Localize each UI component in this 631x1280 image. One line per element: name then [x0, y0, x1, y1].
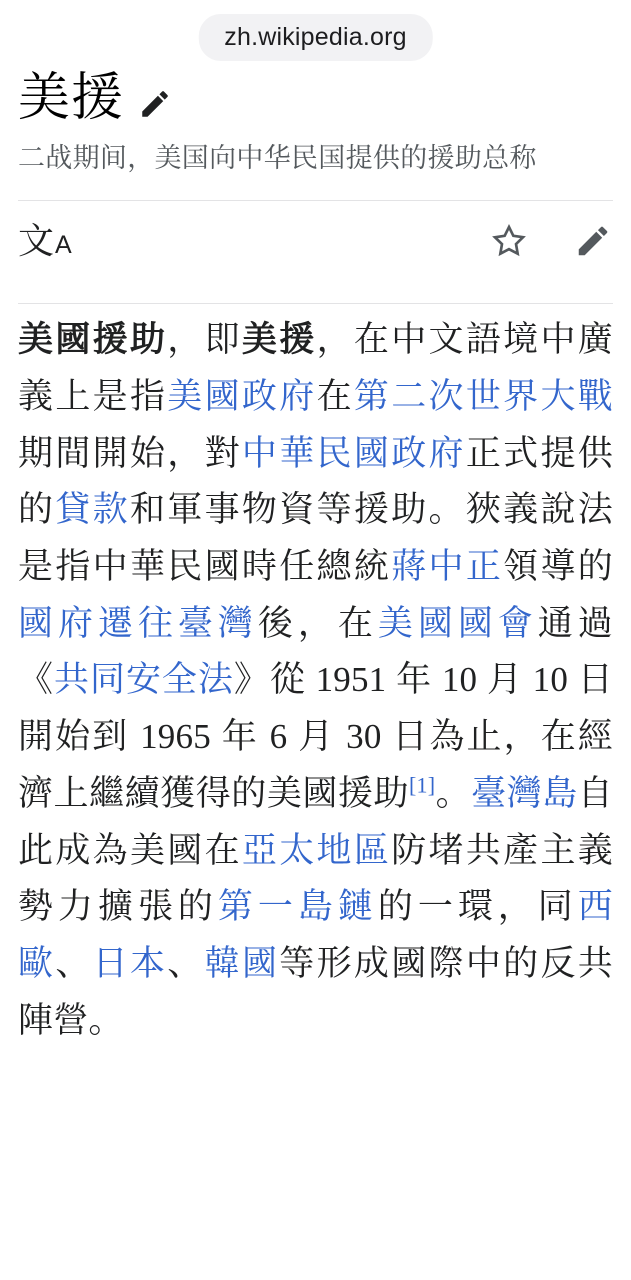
article-link[interactable]: 亞太地區 — [241, 830, 392, 870]
article-text: 、 — [55, 943, 93, 983]
article-text: 和軍事物資等援助。狹義說法是指中華民國時任總統 — [18, 490, 613, 587]
article-text: 、 — [167, 943, 205, 983]
article-text: 在 — [316, 377, 354, 417]
article-text: 領導的 — [503, 547, 613, 587]
article-bold-term: 美援 — [241, 320, 317, 360]
pencil-icon[interactable] — [573, 221, 613, 261]
article-text: 等形成國際中的反共陣營。 — [18, 943, 614, 1040]
article-link[interactable]: 西歐 — [18, 887, 613, 983]
article-bold-term: 美國援助 — [18, 320, 168, 360]
article-link[interactable]: 日本 — [92, 943, 168, 983]
article-text: 防堵共產主義勢力擴張的 — [18, 830, 613, 927]
article-link[interactable]: 共同安全法 — [53, 660, 234, 700]
action-bar-left — [18, 220, 72, 262]
article-link[interactable]: 貸款 — [55, 490, 130, 530]
article-text: 後，在 — [257, 603, 378, 643]
page-title: 美援 — [18, 70, 125, 127]
article-link[interactable]: 臺灣島 — [471, 773, 578, 813]
language-icon[interactable] — [18, 220, 72, 262]
article-text: 期間開始，對 — [18, 433, 242, 473]
article-link[interactable]: 美國政府 — [167, 377, 317, 417]
reference-marker[interactable]: [1] — [409, 772, 436, 798]
article-content — [0, 62, 631, 1084]
article-text: 》從 1951 年 10 月 10 日開始到 1965 年 6 月 30 日為止，在經濟上繼續獲得的美國援助 — [18, 660, 613, 813]
pencil-icon[interactable] — [138, 87, 172, 121]
title-row — [18, 70, 613, 127]
action-bar-right — [489, 221, 613, 261]
article-text: 自此成為美國在 — [18, 773, 613, 870]
url-bar[interactable]: zh.wikipedia.org — [198, 14, 432, 61]
article-link[interactable]: 蔣中正 — [391, 547, 504, 587]
divider-bottom — [18, 303, 613, 304]
article-text: 的一環，同 — [377, 887, 578, 927]
action-bar — [18, 201, 613, 281]
article-text: 。 — [435, 773, 472, 813]
article-text: ，即 — [167, 320, 242, 360]
article-link[interactable]: 第一島鏈 — [217, 887, 378, 927]
article-link[interactable]: 第二次世界大戰 — [353, 377, 613, 417]
article-text: 正式提供的 — [18, 433, 614, 530]
article-link[interactable]: 國府遷往臺灣 — [18, 603, 258, 643]
article-link[interactable]: 韓國 — [204, 943, 280, 983]
article-link[interactable]: 中華民國政府 — [241, 433, 466, 473]
star-outline-icon[interactable] — [489, 221, 529, 261]
language-icon-sub: A — [55, 231, 72, 260]
article-text: ，在中文語境中廣義上是指 — [18, 320, 613, 417]
language-icon-main: 文 — [18, 220, 55, 262]
page-subtitle: 二战期间，美国向中华民国提供的援助总称 — [18, 143, 537, 174]
article-body — [18, 312, 613, 1049]
article-link[interactable]: 美國國會 — [377, 603, 538, 643]
article-text: 通過《 — [18, 603, 613, 700]
